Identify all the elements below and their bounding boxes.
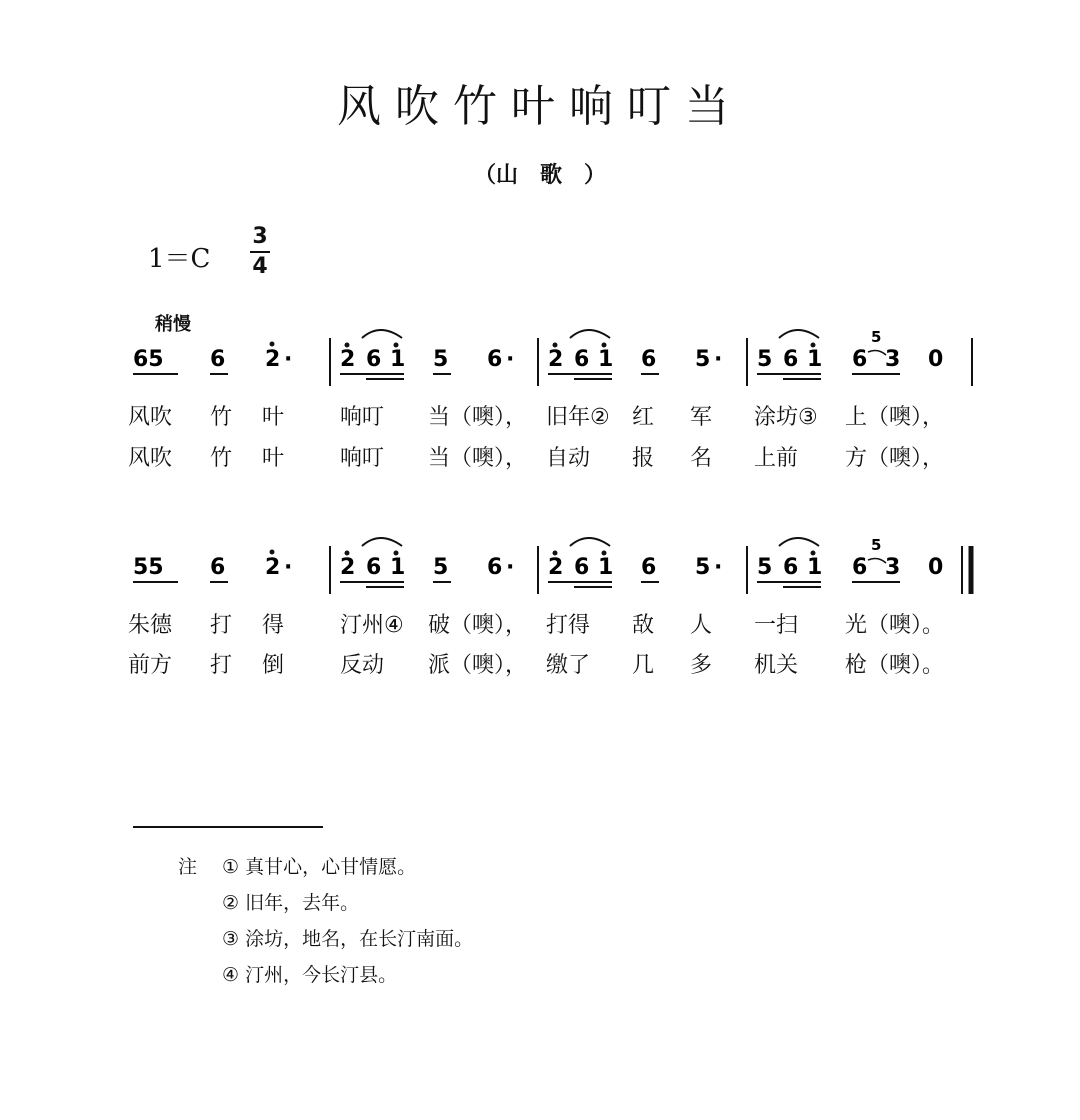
- note: 3: [885, 347, 901, 372]
- grace-slur: [868, 351, 886, 355]
- note: 2: [265, 555, 281, 580]
- lyric: 敌: [632, 613, 655, 638]
- note: 6: [366, 555, 382, 580]
- note: 3: [885, 555, 901, 580]
- note: 6: [852, 555, 868, 580]
- lyric: 旧年②: [546, 405, 610, 430]
- note: 5: [433, 555, 449, 580]
- lyric: 人: [690, 613, 713, 638]
- lyric: 打得: [546, 613, 591, 638]
- note: 6: [210, 555, 226, 580]
- note: 6: [852, 347, 868, 372]
- note: 2: [340, 347, 356, 372]
- octave-dot: [394, 343, 399, 348]
- note: 6: [783, 555, 799, 580]
- slur: [362, 538, 402, 546]
- lyric: 汀州④: [340, 613, 404, 638]
- slur: [779, 538, 819, 546]
- lyric: 方（噢），: [845, 446, 945, 471]
- lyric: 派（噢），: [428, 653, 528, 678]
- note: 6: [487, 347, 503, 372]
- note: 5: [695, 555, 711, 580]
- lyric: 打: [210, 653, 233, 678]
- lyric: 机关: [754, 653, 799, 678]
- note: 5: [757, 555, 773, 580]
- octave-dot: [811, 551, 816, 556]
- octave-dot: [345, 343, 350, 348]
- lyric: 打: [210, 613, 233, 638]
- octave-dot: [811, 343, 816, 348]
- footnote: ④ 汀州，今长汀县。: [222, 964, 398, 986]
- slur: [570, 330, 610, 338]
- note: 6: [210, 347, 226, 372]
- footnote-label: 注: [178, 856, 198, 878]
- octave-dot: [602, 343, 607, 348]
- note: 65: [133, 347, 164, 372]
- note: 5: [695, 347, 711, 372]
- lyric: 上前: [754, 446, 799, 471]
- note: 55: [133, 555, 164, 580]
- slur: [570, 538, 610, 546]
- lyric: 枪（噢）。: [845, 653, 945, 678]
- lyric: 倒: [262, 653, 285, 678]
- staff-row-2: [133, 536, 971, 594]
- note: 6: [574, 347, 590, 372]
- grace-note: 5: [871, 328, 882, 346]
- octave-dot: [394, 551, 399, 556]
- footnote: ① 真甘心，心甘情愿。: [222, 856, 417, 878]
- lyric: 朱德: [128, 613, 173, 638]
- lyric: 风吹: [128, 446, 173, 471]
- lyric: 叶: [262, 446, 285, 471]
- genre-text: 山歌: [495, 163, 584, 188]
- note: 2: [340, 555, 356, 580]
- lyric: 反动: [340, 653, 385, 678]
- note: 5: [757, 347, 773, 372]
- note: 1: [598, 347, 614, 372]
- time-bottom: 4: [252, 254, 268, 279]
- lyric: 涂坊③: [754, 405, 818, 430]
- rest: 0: [928, 347, 944, 372]
- lyric: 风吹: [128, 405, 173, 430]
- lyric: 自动: [546, 446, 591, 471]
- note: 1: [390, 347, 406, 372]
- note: 6: [641, 347, 657, 372]
- lyric: 多: [690, 653, 713, 678]
- note: 6: [641, 555, 657, 580]
- note: 1: [390, 555, 406, 580]
- staff-row-1: [133, 328, 972, 386]
- note: 1: [807, 347, 823, 372]
- rest: 0: [928, 555, 944, 580]
- octave-dot: [270, 342, 275, 347]
- lyric: 叶: [262, 405, 285, 430]
- lyric: 前方: [128, 653, 173, 678]
- note: 6: [574, 555, 590, 580]
- dot: ·: [284, 347, 293, 372]
- octave-dot: [553, 551, 558, 556]
- note: 6: [783, 347, 799, 372]
- lyric: 报: [632, 446, 655, 471]
- song-title: 风吹竹叶响叮当: [337, 81, 743, 132]
- note: 1: [807, 555, 823, 580]
- lyric: 响叮: [340, 446, 385, 471]
- note: 2: [548, 555, 564, 580]
- footnote: ③ 涂坊，地名，在长汀南面。: [222, 928, 474, 950]
- note: 2: [548, 347, 564, 372]
- lyric: 几: [632, 653, 655, 678]
- lyric: 竹: [210, 446, 233, 471]
- note: 6: [487, 555, 503, 580]
- lyric: 当（噢），: [428, 405, 528, 430]
- dot: ·: [506, 555, 515, 580]
- time-top: 3: [252, 224, 268, 249]
- dot: ·: [284, 555, 293, 580]
- dot: ·: [714, 347, 723, 372]
- genre-open: （: [473, 163, 496, 188]
- octave-dot: [270, 550, 275, 555]
- lyric: 名: [690, 446, 713, 471]
- genre-close: ）: [584, 163, 607, 188]
- grace-note: 5: [871, 536, 882, 554]
- lyric: 当（噢），: [428, 446, 528, 471]
- lyric: 破（噢），: [428, 613, 528, 638]
- dot: ·: [714, 555, 723, 580]
- octave-dot: [345, 551, 350, 556]
- tempo-marking: 稍慢: [155, 314, 191, 335]
- lyric: 红: [632, 405, 655, 430]
- key-signature: 1＝C: [148, 244, 211, 274]
- octave-dot: [553, 343, 558, 348]
- note: 1: [598, 555, 614, 580]
- lyric: 缴了: [546, 653, 591, 678]
- note: 5: [433, 347, 449, 372]
- slur: [779, 330, 819, 338]
- octave-dot: [602, 551, 607, 556]
- footnote-divider: [133, 826, 323, 828]
- lyric: 上（噢），: [845, 405, 945, 430]
- lyric: 得: [262, 613, 285, 638]
- note: 2: [265, 347, 281, 372]
- lyric: 竹: [210, 405, 233, 430]
- lyric: 军: [690, 405, 713, 430]
- note: 6: [366, 347, 382, 372]
- lyric: 光（噢）。: [845, 613, 945, 638]
- dot: ·: [506, 347, 515, 372]
- grace-slur: [868, 559, 886, 563]
- lyric: 一扫: [754, 613, 799, 638]
- slur: [362, 330, 402, 338]
- lyric: 响叮: [340, 405, 385, 430]
- footnote: ② 旧年，去年。: [222, 892, 360, 914]
